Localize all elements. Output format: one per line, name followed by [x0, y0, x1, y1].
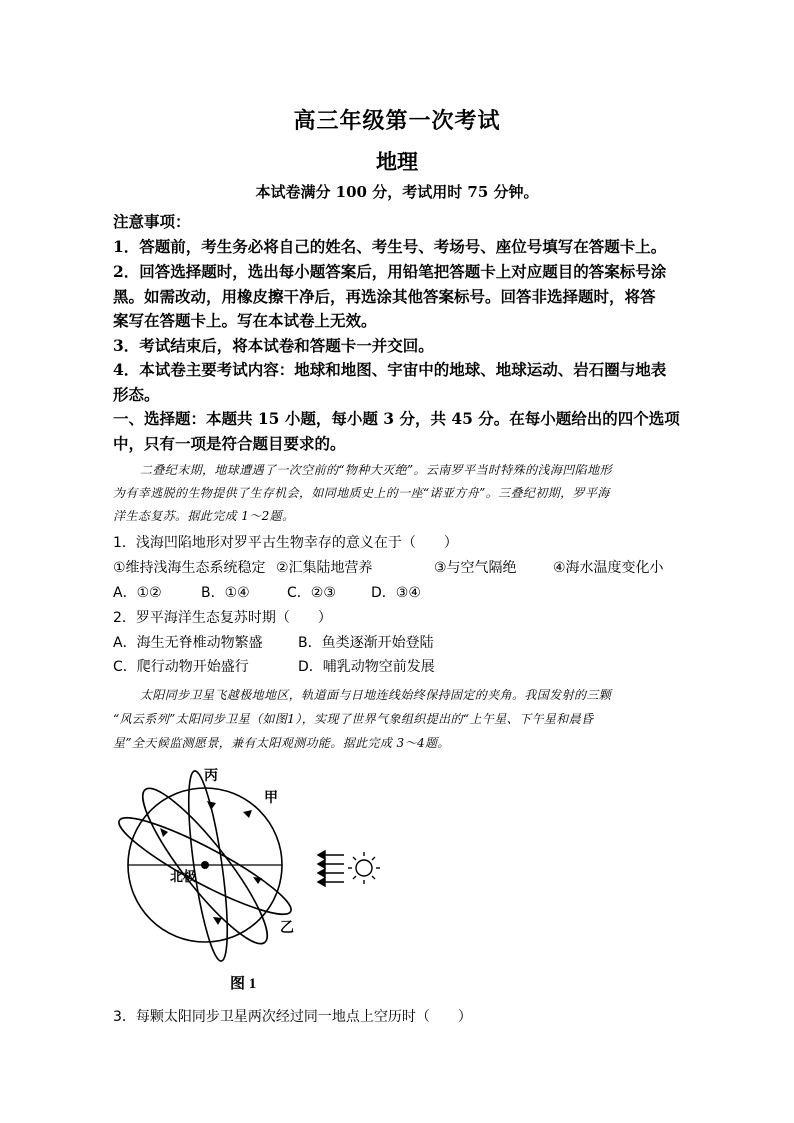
notes-line: 4．本试卷主要考试内容：地球和地图、宇宙中的地球、地球运动、岩石圈与地表 [113, 360, 667, 379]
orbit-arrow [243, 810, 252, 818]
orbit-arrow [213, 917, 222, 925]
q1-option-c[interactable]: C．②③ [287, 585, 336, 601]
q2-option-a[interactable]: A．海生无脊椎动物繁盛 [113, 635, 263, 651]
north-pole-dot [201, 861, 209, 869]
sun-icon [348, 852, 380, 884]
exam-title: 高三年级第一次考试 [293, 108, 501, 134]
passage-line: 为有幸逃脱的生物提供了生存机会，如同地质史上的一座“诺亚方舟”。三叠纪初期，罗平海 [113, 486, 610, 500]
figure-1-satellite-orbits [112, 760, 388, 996]
section-heading: 中，只有一项是符合题目要求的。 [113, 434, 346, 453]
subject-title: 地理 [376, 149, 418, 174]
notes-line: 3．考试结束后，将本试卷和答题卡一并交回。 [113, 336, 434, 355]
question-1-stem: 1．浅海凹陷地形对罗平古生物幸存的意义在于（ ） [113, 535, 458, 551]
notes-line: 形态。 [113, 385, 160, 404]
q1-option-d[interactable]: D．③④ [371, 585, 421, 601]
q2-option-b[interactable]: B．鱼类逐渐开始登陆 [298, 635, 434, 651]
q1-option-a[interactable]: A．①② [113, 585, 162, 601]
notes-line: 黑。如需改动，用橡皮擦干净后，再选涂其他答案标号。回答非选择题时，将答 [113, 287, 656, 306]
orbit-arrow [207, 801, 216, 810]
section-heading: 一、选择题：本题共 15 小题，每小题 3 分，共 45 分。在每小题给出的四个选项 [113, 409, 680, 428]
label-bing: 丙 [204, 767, 218, 783]
label-pole: 北极 [170, 869, 197, 884]
passage-line: 二叠纪末期，地球遭遇了一次空前的“物种大灭绝”。云南罗平当时特殊的浅海凹陷地形 [140, 463, 612, 477]
question-3-stem: 3．每颗太阳同步卫星两次经过同一地点上空历时（ ） [113, 1009, 472, 1025]
exam-info: 本试卷满分 100 分，考试用时 75 分钟。 [255, 183, 539, 201]
label-yi: 乙 [280, 919, 294, 935]
q1-statement: ①维持浅海生态系统稳定 [113, 560, 266, 576]
orbit-arrow [253, 877, 262, 884]
q1-option-b[interactable]: B．①④ [201, 585, 250, 601]
label-jia: 甲 [264, 789, 278, 805]
figure-caption: 图 1 [230, 976, 257, 992]
q1-statement: ③与空气隔绝 [434, 560, 517, 576]
notes-heading: 注意事项： [113, 212, 191, 231]
q1-statement: ②汇集陆地营养 [276, 560, 373, 576]
q2-option-c[interactable]: C．爬行动物开始盛行 [113, 659, 249, 675]
orbit-arrow [160, 828, 168, 837]
passage-line: 洋生态复苏。据此完成 1～2题。 [113, 509, 295, 523]
passage-line: 星”全天候监测愿景，兼有太阳观测功能。据此完成 3～4题。 [113, 736, 450, 750]
notes-line: 2．回答选择题时，选出每小题答案后，用铅笔把答题卡上对应题目的答案标号涂 [113, 262, 667, 281]
passage-line: 太阳同步卫星飞越极地地区，轨道面与日地连线始终保持固定的夹角。我国发射的三颗 [140, 688, 612, 702]
notes-line: 案写在答题卡上。写在本试卷上无效。 [113, 311, 377, 330]
q2-option-d[interactable]: D．哺乳动物空前发展 [298, 659, 435, 675]
passage-line: “风云系列”太阳同步卫星（如图1），实现了世界气象组织提出的“上午星、下午星和晨昏 [113, 712, 594, 726]
notes-line: 1．答题前，考生务必将自己的姓名、考生号、考场号、座位号填写在答题卡上。 [113, 237, 667, 256]
question-2-stem: 2．罗平海洋生态复苏时期（ ） [113, 610, 332, 626]
q1-statement: ④海水温度变化小 [553, 560, 664, 576]
